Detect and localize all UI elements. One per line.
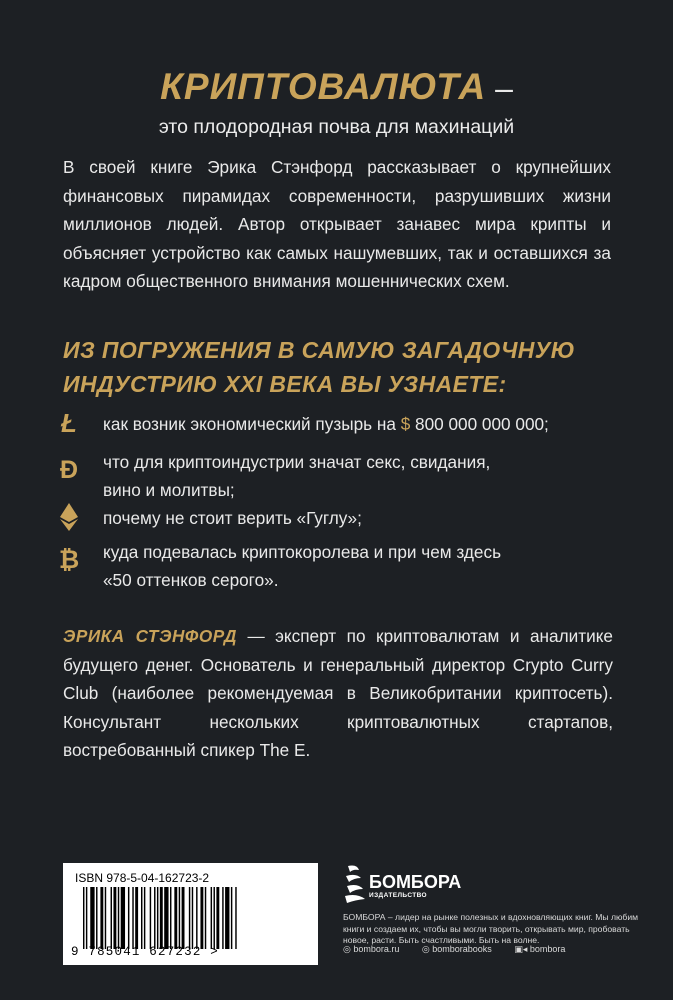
barcode-digits: 9 785041 627232 > (71, 945, 219, 959)
barcode-bar (170, 887, 171, 949)
author-name: ЭРИКА СТЭНФОРД (63, 626, 237, 646)
headline (0, 66, 673, 139)
bullet-text (103, 448, 623, 504)
barcode-bar (121, 887, 125, 949)
barcode-bar (225, 887, 229, 949)
barcode-bar (216, 887, 219, 949)
section-title (63, 333, 575, 401)
bitcoin-icon: ₿ (58, 546, 80, 574)
barcode-bar (90, 887, 94, 949)
litecoin-icon: Ł (61, 408, 77, 438)
barcode-bar (205, 887, 206, 949)
social-website[interactable]: ◎ bombora.ru (343, 944, 400, 954)
barcode-bar (160, 887, 163, 949)
barcode-bar (211, 887, 212, 949)
barcode-bar (105, 887, 106, 949)
dollar-sign: $ (400, 414, 411, 434)
author-paragraph (63, 622, 613, 765)
headline-title: КРИПТОВАЛЮТА (160, 66, 487, 107)
barcode-bar (235, 887, 236, 949)
barcode-bar (144, 887, 145, 949)
social-messenger[interactable]: ▣◂ bombora (514, 944, 566, 954)
barcode-bar (189, 887, 190, 949)
intro-paragraph: В своей книге Эрика Стэнфорд рассказывает о крупнейших финансовых пирамидах современности, разрушивших жизни миллионов людей. Автор открывает занавес мира крипты и объясняет устройство как самых нашумевших, так и оставшихся за кадром общественного внимания мошеннических схем. (63, 157, 611, 292)
barcode-bar (222, 887, 223, 949)
publisher-socials (343, 944, 643, 955)
bullet-text (103, 538, 623, 594)
bullet-text-line: куда подевалась криптокоролева и при чем здесь (103, 542, 502, 562)
barcode-bar (113, 887, 116, 949)
section-title-line1: ИЗ ПОГРУЖЕНИЯ В САМУЮ ЗАГАДОЧНУЮ (63, 337, 576, 363)
social-website-label: bombora.ru (353, 944, 400, 954)
barcode-bar (196, 887, 197, 949)
barcode-bar (157, 887, 158, 949)
bullet-text-part: 800 000 000 000; (410, 414, 549, 434)
barcode-bar (231, 887, 232, 949)
bombora-logo-icon (343, 862, 367, 904)
bullet-text-part: как возник экономический пузырь на (103, 414, 401, 434)
social-messenger-label: bombora (529, 944, 566, 954)
barcode-bar (150, 887, 151, 949)
barcode-bar (86, 887, 87, 949)
social-books-label: bomborabooks (432, 944, 492, 954)
barcode-bar (192, 887, 193, 949)
headline-subtitle: это плодородная почва для махинаций (158, 116, 515, 138)
barcode-bar (96, 887, 97, 949)
barcode-bar (135, 887, 138, 949)
barcode-bar (111, 887, 112, 949)
publisher-logo (337, 862, 637, 906)
headline-dash: – (486, 70, 513, 106)
bullet-text-line: что для криптоиндустрии значат секс, свидания, (103, 452, 491, 472)
barcode-bar (214, 887, 215, 949)
barcode-bar (83, 887, 84, 949)
barcode-bar (128, 887, 129, 949)
barcode-bar (164, 887, 168, 949)
barcode-bar (132, 887, 133, 949)
bullet-text: почему не стоит верить «Гуглу»; (103, 508, 362, 528)
barcode-bar (179, 887, 180, 949)
isbn-label: ISBN 978-5-04-162723-2 (75, 871, 210, 885)
publisher-brand-sub: ИЗДАТЕЛЬСТВО (369, 892, 428, 899)
ethereum-icon (57, 502, 81, 539)
barcode-bars (83, 887, 298, 949)
barcode-bar (200, 887, 203, 949)
bullet-text-line: «50 оттенков серого». (103, 570, 279, 590)
bullet-text (103, 410, 623, 438)
dogecoin-icon: Đ (59, 456, 79, 484)
barcode-bar (174, 887, 177, 949)
bullet-text-line: вино и молитвы; (103, 480, 235, 500)
barcode-bar (182, 887, 185, 949)
barcode-bar (118, 887, 119, 949)
barcode-bar (154, 887, 155, 949)
publisher-brand: БОМБОРА (369, 872, 462, 892)
social-books[interactable]: ◎ bomborabooks (421, 944, 492, 954)
section-title-line2: ИНДУСТРИЮ XXI ВЕКА ВЫ УЗНАЕТЕ: (63, 371, 507, 397)
author-bio: — эксперт по криптовалютам и аналитике будущего денег. Основатель и генеральный директор Crypto Curry Club (наиболее рекомендуемая в Великобритании криптосеть). Консультант нескольких криптовалютных стартапов, востребованный спикер The E. (63, 626, 613, 761)
publisher-description: БОМБОРА – лидер на рынке полезных и вдохновляющих книг. Мы любим книги и создаем их, чтобы вы могли творить, открывать мир, пробовать новое, расти. Быть счастливыми. Быть на волне. (343, 912, 639, 945)
barcode (63, 863, 318, 965)
barcode-bar (141, 887, 142, 949)
barcode-bar (100, 887, 103, 949)
publisher-block (337, 862, 639, 954)
